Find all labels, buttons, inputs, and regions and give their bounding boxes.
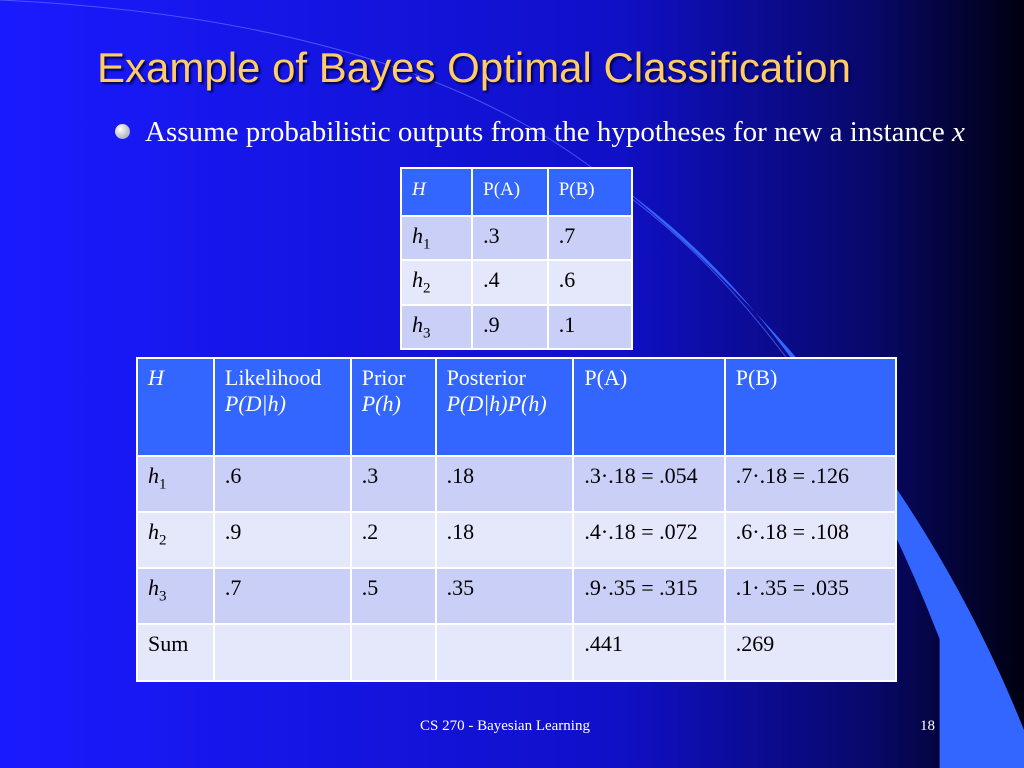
slide-footer: CS 270 - Bayesian Learning: [420, 718, 590, 734]
bullet-text-main: Assume probabilistic outputs from the hypotheses for new a instance: [145, 116, 953, 148]
header-h: H: [137, 358, 214, 456]
table-row: $h_1$ .6 .3 .18 .3·.18 = .054 .7·.18 = .126: [137, 456, 896, 512]
sum-row: Sum .441 .269: [137, 624, 896, 681]
header-pb: P(B): [548, 168, 632, 216]
table-cell: .9: [472, 305, 548, 349]
slide-title: Example of Bayes Optimal Classification: [97, 44, 851, 91]
hypothesis-output-table: [400, 167, 633, 350]
bullet-icon: [115, 124, 130, 139]
header-posterior: Posterior P(D|h)P(h): [436, 358, 574, 456]
bayes-optimal-table: [136, 357, 897, 682]
page-number: 18: [920, 718, 935, 734]
header-pa: P(A): [573, 358, 724, 456]
header-h: H: [401, 168, 472, 216]
bullet-variable: x: [952, 116, 965, 148]
header-pb: P(B): [725, 358, 896, 456]
header-likelihood: Likelihood P(D|h): [214, 358, 351, 456]
table-cell: .3: [472, 216, 548, 260]
header-pa: P(A): [472, 168, 548, 216]
table-cell: .6: [548, 260, 632, 304]
table-row: $h_2$ .9 .2 .18 .4·.18 = .072 .6·.18 = .108: [137, 512, 896, 568]
table-cell: $h_1$: [401, 216, 472, 260]
bullet-text: [145, 114, 965, 150]
table-row: $h_3$ .7 .5 .35 .9·.35 = .315 .1·.35 = .035: [137, 568, 896, 624]
table-cell: $h_3$: [401, 305, 472, 349]
table-cell: .1: [548, 305, 632, 349]
table-cell: $h_2$: [401, 260, 472, 304]
table-cell: .7: [548, 216, 632, 260]
table-cell: .4: [472, 260, 548, 304]
header-prior: Prior P(h): [351, 358, 436, 456]
